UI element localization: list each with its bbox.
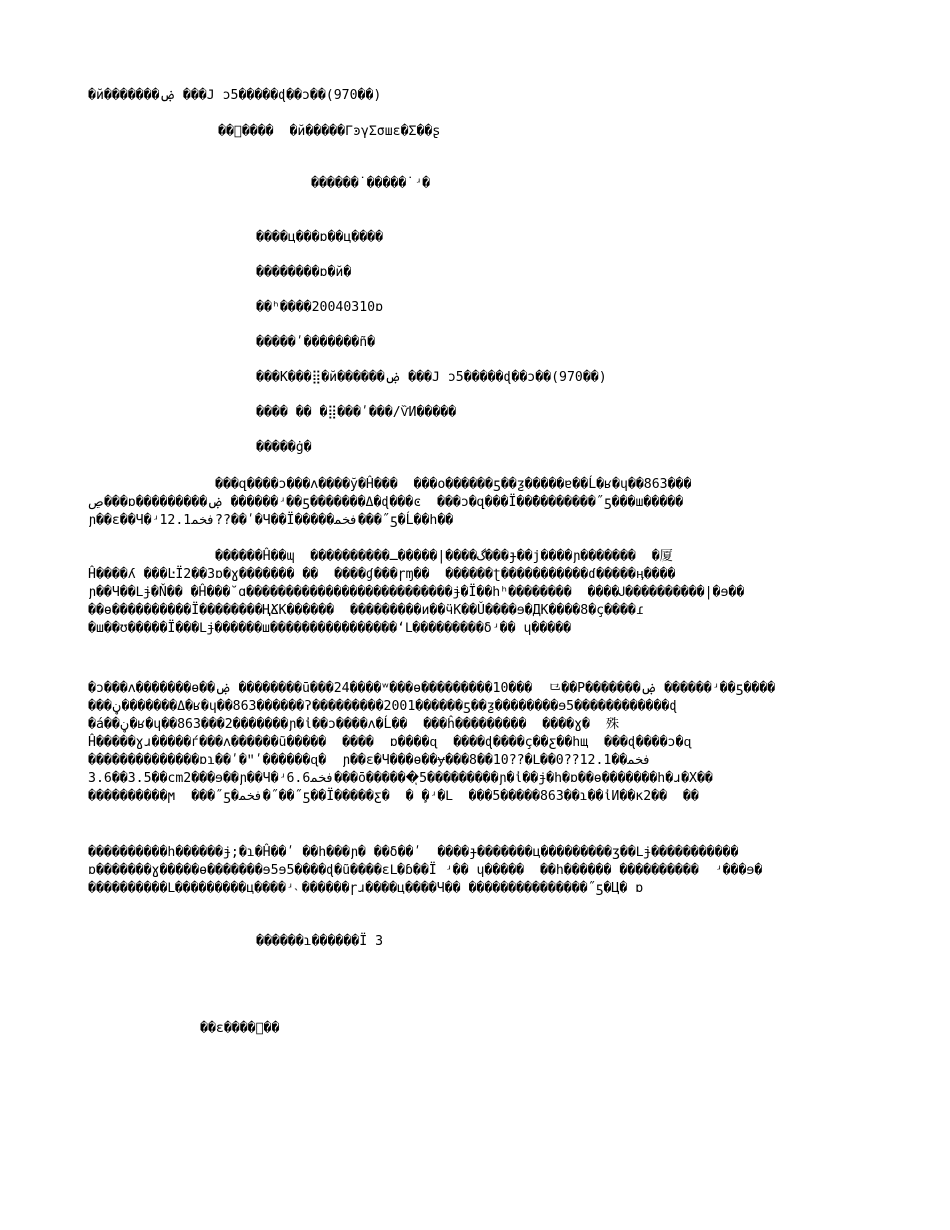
paragraph-line: ���զ����ɔ���ʌ����ў�Ĥ��� ���ο������ƽ��ƺ�����ɐ��Ĺ�ʁ�ɥ��863��� xyxy=(88,477,692,492)
paragraph-line: ڝ���ɒ���������ۻ ������ʴ��ƽ�������Δ�ɖ���ͼ ���ɔ�զ���Ї��̄��������˝ƽ���ш����� xyxy=(88,495,684,510)
paragraph-line: ����������h������ɉ;�ɿ�Ĥ��ʹ ��h���ɲ� ��δ��ʹ ����ɟ�������ц���������ʒ��Ⅼɉ����������� xyxy=(88,845,739,860)
paragraph-line: ������Ĥ��ɰ ����������گ����|�����ـ���ɟ��ј����ɲ������� �厦 xyxy=(88,549,673,564)
paragraph-line: ɲ��Ч��Ⅼɉ�Ň�� �Ĥ���˘ɑ��������������������������ɉ�Ї��hʰ�������� ����Ꭻ����������|�ɘ�� xyxy=(88,585,745,600)
paragraph-line: Ĥ�����ɣɹ�����ѓ���ʌ������ũ����� ���� ɒ����ɋ ����ɖ����ç��ƹ��hщ ���ɖ����ɔ�ɋ xyxy=(88,735,692,750)
field-line: ���К���⣿�й������ۻ ���Ϳ ͻ5�����ɖ��ɔ��(970��) xyxy=(256,370,607,385)
paragraph-line: ɒ�������ɣ�����ɵ�������ɘ5ɘ5����ɖ�ũ����ɛⅬ�ɓ��Ї ʴ�� ɥ����� ��h������ ���������� ʴ���ɘ� xyxy=(88,863,763,878)
header-line-3: ������˙�����˙ʴ� xyxy=(311,176,431,191)
paragraph-line: �ш��ʊ�����Ї���Ⅼɉ������ш����������������ʻⅬ���������δʴ�� ɥ����� xyxy=(88,621,572,636)
header-line-2: ��ͨ���� �й�����ΓͽγΣσшɛ�Σ��ʂ xyxy=(218,124,441,139)
paragraph-4 xyxy=(88,844,878,898)
field-line: ��������ɒ�й� xyxy=(256,265,352,280)
paragraph-line: �á��ڼ�ʁ�ɥ��863���2�������ɲ�ἰ��ɔ����ʌ�Ĺ�� ���ĥ��������� ����ɣ� 殊 xyxy=(88,717,620,732)
paragraph-line: 3.6��3.5��cm2���ɘ��ɲ��Ч�ʴ6.6ﻓﺨﻤ���ō������ͅ5���������ɲ�ἰ��ɉ�h�ɒ��ɵ�������h�ɹ�Х�� xyxy=(88,771,713,786)
field-line: ���� �� �⣿���ʹ���/ѶИ����� xyxy=(256,405,457,420)
paragraph-line: ����������Ⅼ���������ц����ʴ˴������ɼɹ����ц����Ч�� ���������������˝ƽ�Ц� ɒ xyxy=(88,881,644,896)
field-line: �����ʹ�������ñ� xyxy=(256,335,376,350)
paragraph-line: ��������������ɒɿ��ʹ�ʺʹ������ɋ� ɲ��ɛ�Ч���ɵ��ɏ���8��10??�Ⅼ��0??12.1��ﻓﺨﻤ xyxy=(88,753,652,768)
paragraph-line: ����������ϻ ���˝ƽ�ﻓﺨﻤ�˝��˝ƽ��Ї�����ƹ� � ̧�ʴ�Ⅼ ���5�����863��ɿ��ἰИ��к2�� �� xyxy=(88,789,699,804)
paragraph-line: ��ɵ����������Ї��������ҢՃК������ ���������и��ӵК��Ǔ����ɘ�ДК����8�ç����ɾ xyxy=(88,603,644,618)
paragraph-3 xyxy=(88,680,878,806)
footer-line: ������ɿ������Ї 3 xyxy=(256,934,384,949)
field-line: �����ġ� xyxy=(256,440,312,455)
paragraph-line: �ɔ���ʌ�������ɵ��ۻ ��������ū���24����ʷ���ɵ���������10��� ⺋��P�������ۻ ������ʴ��ƽ���� xyxy=(88,681,776,696)
paragraph-2 xyxy=(88,548,878,638)
header-line-1: �й�������ۻ ���Ϳ ͻ5�����ɖ��ɔ��(970��) xyxy=(88,88,382,103)
paragraph-line: ɲ��ɛ��Ч�ʴ12.1ﻓﺨﻤ??��ʹ�Ч��Ї�����ﻓﺨﻤ���˝ƽ�Ĺ��h�� xyxy=(88,513,454,528)
bottom-line: ��ɛ����ᷝ�� xyxy=(200,1021,280,1036)
paragraph-line: ���ڼ�������Δ�ʁ�ɥ��863������ʔ���������2001������ƽ��ƺ��������ɘ5������������ɖ xyxy=(88,699,678,714)
field-line: ��ʰ����20040310ɒ xyxy=(256,300,384,315)
paragraph-line: Ĥ����ʎ ���ĿЇ2��3ɒ�ɣ������� �� ����ɠ���ɼɱ�� ������ʈ�����������ɗ�����ӊ���� xyxy=(88,567,676,582)
paragraph-1 xyxy=(88,476,878,530)
field-line: ����ц���ɒ��ц���� xyxy=(256,230,384,245)
